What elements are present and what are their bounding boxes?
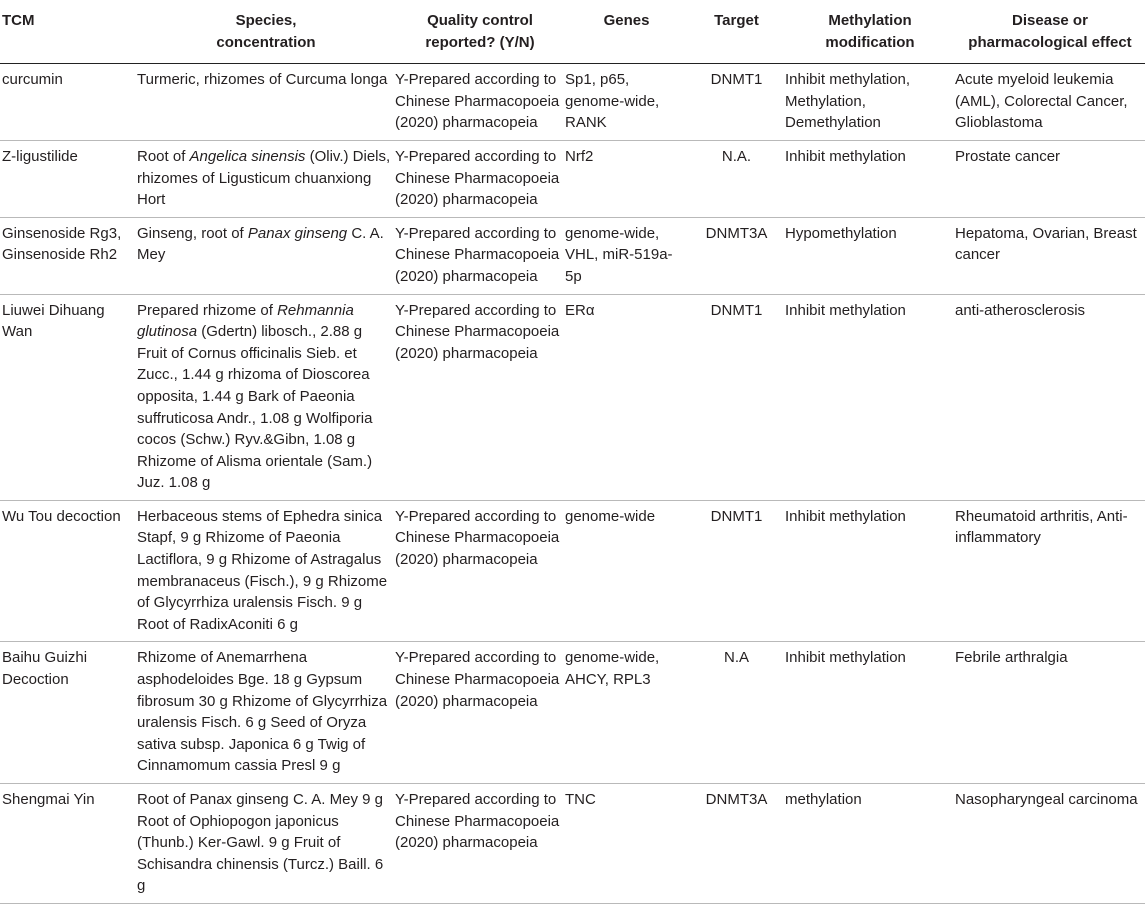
cell-species: Herbaceous stems of Ephedra sinica Stapf, 9 g Rhizome of Paeonia Lactiflora, 9 g Rhizome of Astragalus membranaceus (Fisch.), 9 g Rhizome of Glycyrrhiza uralensis Fisch. 9 g Root of RadixAconiti 6 g — [137, 500, 395, 642]
cell-genes: genome-wide — [565, 500, 688, 642]
cell-species: Ginseng, root of Panax ginseng C. A. Mey — [137, 217, 395, 294]
cell-disease: Febrile arthralgia — [955, 642, 1145, 784]
cell-tcm: Baihu Guizhi Decoction — [0, 642, 137, 784]
table-row — [0, 64, 1145, 141]
cell-target: DNMT1 — [688, 500, 785, 642]
header-methylation: Methylation modification — [785, 0, 955, 64]
cell-disease: Nasopharyngeal carcinoma — [955, 784, 1145, 904]
cell-methylation: methylation — [785, 784, 955, 904]
cell-quality: Y-Prepared according to Chinese Pharmacopoeia (2020) pharmacopeia — [395, 784, 565, 904]
header-target: Target — [688, 0, 785, 64]
cell-genes: Nrf2 — [565, 140, 688, 217]
cell-disease: Rheumatoid arthritis, Anti-inflammatory — [955, 500, 1145, 642]
cell-disease: Prostate cancer — [955, 140, 1145, 217]
cell-tcm: curcumin — [0, 64, 137, 141]
table-row — [0, 294, 1145, 500]
table-row — [0, 140, 1145, 217]
cell-species: Root of Panax ginseng C. A. Mey 9 g Root of Ophiopogon japonicus (Thunb.) Ker-Gawl. 9 g Fruit of Schisandra chinensis (Turcz.) Baill. 6 g — [137, 784, 395, 904]
cell-genes: TNC — [565, 784, 688, 904]
cell-methylation: Inhibit methylation — [785, 140, 955, 217]
table-row — [0, 500, 1145, 642]
cell-quality: Y-Prepared according to Chinese Pharmacopoeia (2020) pharmacopeia — [395, 500, 565, 642]
cell-target: DNMT3A — [688, 217, 785, 294]
table-row — [0, 784, 1145, 904]
cell-species: Root of Angelica sinensis (Oliv.) Diels, rhizomes of Ligusticum chuanxiong Hort — [137, 140, 395, 217]
header-species: Species, concentration — [137, 0, 395, 64]
cell-quality: Y-Prepared according to Chinese Pharmacopoeia (2020) pharmacopeia — [395, 642, 565, 784]
cell-tcm: Liuwei Dihuang Wan — [0, 294, 137, 500]
cell-disease: Hepatoma, Ovarian, Breast cancer — [955, 217, 1145, 294]
cell-target: DNMT1 — [688, 64, 785, 141]
cell-genes: genome-wide, VHL, miR-519a-5p — [565, 217, 688, 294]
header-quality-control: Quality control reported? (Y/N) — [395, 0, 565, 64]
cell-disease: Acute myeloid leukemia (AML), Colorectal Cancer, Glioblastoma — [955, 64, 1145, 141]
header-disease: Disease or pharmacological effect — [955, 0, 1145, 64]
cell-target: DNMT3A — [688, 784, 785, 904]
cell-quality: Y-Prepared according to Chinese Pharmacopoeia (2020) pharmacopeia — [395, 294, 565, 500]
cell-quality: Y-Prepared according to Chinese Pharmacopoeia (2020) pharmacopeia — [395, 217, 565, 294]
cell-target: N.A. — [688, 140, 785, 217]
table-row — [0, 217, 1145, 294]
cell-methylation: Inhibit methylation — [785, 642, 955, 784]
cell-methylation: Inhibit methylation, Methylation, Demethylation — [785, 64, 955, 141]
header-genes: Genes — [565, 0, 688, 64]
cell-methylation: Hypomethylation — [785, 217, 955, 294]
cell-genes: Sp1, p65, genome-wide, RANK — [565, 64, 688, 141]
header-row — [0, 0, 1145, 64]
cell-tcm: Ginsenoside Rg3, Ginsenoside Rh2 — [0, 217, 137, 294]
cell-target: N.A — [688, 642, 785, 784]
cell-methylation: Inhibit methylation — [785, 294, 955, 500]
cell-target: DNMT1 — [688, 294, 785, 500]
cell-disease: anti-atherosclerosis — [955, 294, 1145, 500]
cell-quality: Y-Prepared according to Chinese Pharmacopoeia (2020) pharmacopeia — [395, 64, 565, 141]
cell-genes: genome-wide, AHCY, RPL3 — [565, 642, 688, 784]
table-row — [0, 642, 1145, 784]
cell-methylation: Inhibit methylation — [785, 500, 955, 642]
cell-tcm: Z-ligustilide — [0, 140, 137, 217]
cell-tcm: Wu Tou decoction — [0, 500, 137, 642]
cell-tcm: Shengmai Yin — [0, 784, 137, 904]
cell-genes: ERα — [565, 294, 688, 500]
cell-quality: Y-Prepared according to Chinese Pharmacopoeia (2020) pharmacopeia — [395, 140, 565, 217]
cell-species: Rhizome of Anemarrhena asphodeloides Bge. 18 g Gypsum fibrosum 30 g Rhizome of Glycyrrhiza uralensis Fisch. 6 g Seed of Oryza sativa subsp. Japonica 6 g Twig of Cinnamomum cassia Presl 9 g — [137, 642, 395, 784]
cell-species: Prepared rhizome of Rehmannia glutinosa (Gdertn) libosch., 2.88 g Fruit of Cornus officinalis Sieb. et Zucc., 1.44 g rhizoma of Dioscorea opposita, 1.44 g Bark of Paeonia suffruticosa Andr., 1.08 g Wolfiporia cocos (Schw.) Ryv.&Gibn, 1.08 g Rhizome of Alisma orientale (Sam.) Juz. 1.08 g — [137, 294, 395, 500]
header-tcm: TCM — [0, 0, 137, 64]
cell-species: Turmeric, rhizomes of Curcuma longa — [137, 64, 395, 141]
